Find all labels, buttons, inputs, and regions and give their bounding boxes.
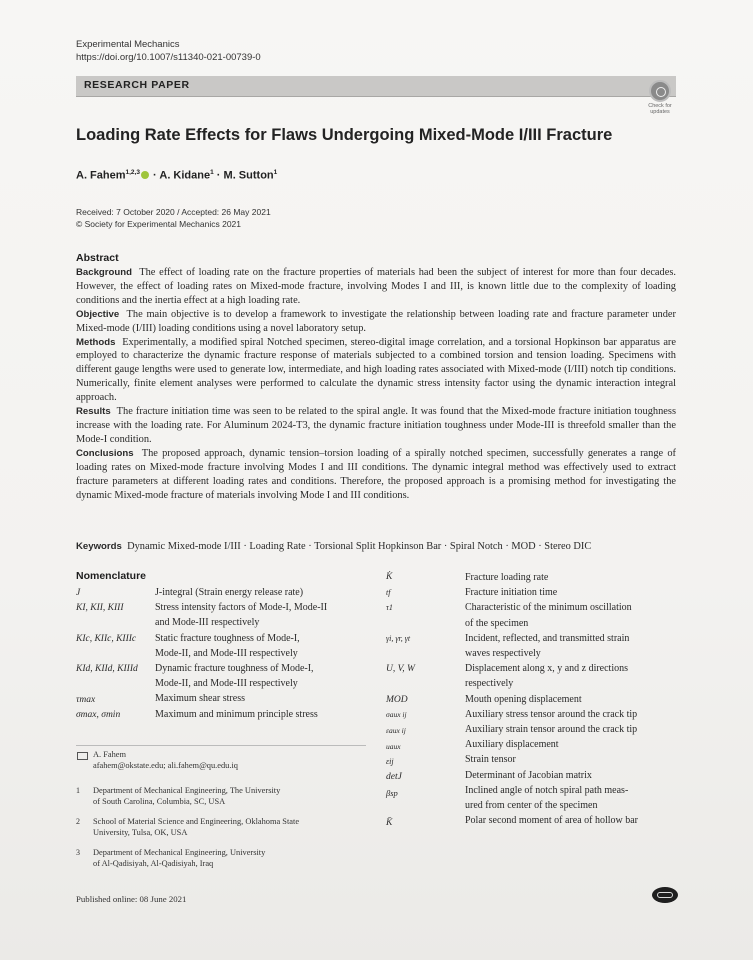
nomenclature-symbol: KIc, KIIc, KIIIc bbox=[76, 634, 137, 644]
nomenclature-definition: waves respectively bbox=[465, 648, 541, 660]
nomenclature-left-definitions bbox=[155, 585, 370, 722]
journal-name: Experimental Mechanics bbox=[76, 39, 180, 50]
abstract-section-text: The proposed approach, dynamic tension–torsion loading of a spirally notched specimen, successfully generates a range of loading rates on Mixed-mode fracture involving Modes I and III conditions. The dynamic integral method was effectively used to extract fracture parameters at different loading rates and conditions. Therefore, the proposed approach is a promising method for investigating the dynamic Mixed-mode fracture of materials involving Mode I and III conditions. bbox=[76, 447, 676, 501]
nomenclature-symbol: tf bbox=[386, 588, 391, 597]
affiliation-line: University, Tulsa, OK, USA bbox=[93, 827, 188, 837]
check-for-updates-label: Check for updates bbox=[648, 103, 672, 115]
nomenclature-definition: Maximum and minimum principle stress bbox=[155, 708, 318, 720]
corresponding-author-note bbox=[93, 750, 373, 771]
publication-dates bbox=[76, 207, 271, 230]
envelope-icon bbox=[77, 752, 88, 760]
author-separator: · bbox=[153, 169, 157, 182]
abstract-section bbox=[76, 447, 676, 503]
journal-header bbox=[76, 38, 261, 64]
check-for-updates-icon bbox=[649, 80, 671, 102]
corresponding-author-name: A. Fahem bbox=[93, 750, 127, 759]
abstract-section-label: Results bbox=[76, 406, 111, 418]
nomenclature-definition: Strain tensor bbox=[465, 754, 516, 766]
nomenclature-symbol: τmax bbox=[76, 695, 96, 705]
affiliation-note bbox=[76, 817, 373, 838]
nomenclature-heading: Nomenclature bbox=[76, 570, 147, 582]
author-affiliation-mark: 1 bbox=[210, 169, 214, 176]
affiliation-line: of Al-Qadisiyah, Al-Qadisiyah, Iraq bbox=[93, 858, 214, 868]
nomenclature-symbol: detJ bbox=[386, 772, 402, 782]
abstract-section bbox=[76, 405, 676, 447]
nomenclature-definition: Mode-II, and Mode-III respectively bbox=[155, 647, 298, 659]
nomenclature-definition: Displacement along x, y and z directions bbox=[465, 663, 629, 675]
nomenclature-symbol: uaux bbox=[386, 742, 401, 751]
nomenclature-definition: respectively bbox=[465, 678, 514, 690]
nomenclature-symbol: βsp bbox=[386, 788, 398, 798]
abstract-body bbox=[76, 266, 676, 502]
nomenclature-definition: J-integral (Strain energy release rate) bbox=[155, 587, 304, 598]
nomenclature-symbol: εij bbox=[386, 757, 394, 766]
nomenclature-definition: Characteristic of the minimum oscillation bbox=[465, 602, 632, 614]
author-separator: · bbox=[216, 169, 221, 182]
affiliation-mark: 2 bbox=[76, 817, 80, 826]
nomenclature-definition: Auxiliary stress tensor around the crack tip bbox=[465, 708, 638, 720]
keywords-text: Dynamic Mixed-mode I/III · Loading Rate · Torsional Split Hopkinson Bar · Spiral Notch · MOD · Stereo DIC bbox=[127, 541, 592, 552]
abstract-section-label: Background bbox=[76, 267, 132, 278]
abstract-section bbox=[76, 308, 676, 336]
nomenclature-definition: Auxiliary displacement bbox=[465, 739, 559, 751]
abstract-section-text: Experimentally, a modified spiral Notched specimen, stereo-digital image correlation, and a torsional Hopkinson bar apparatus are employed to characterize the dynamic fracture response of materials subjected to a combined torsion and tension loading. Specimens with different gauge lengths were used to generate low, intermediate, and high loading rates associated with Mixed-mode (I/III) notch tip conditions. Numerically, finite element analyses were performed to calculate the dynamic stress intensity factor using the dynamic interaction integral approach. bbox=[76, 336, 676, 404]
nomenclature-definition: Maximum shear stress bbox=[155, 693, 245, 705]
affiliation-note bbox=[76, 848, 373, 869]
author-name[interactable]: A. Kidane bbox=[159, 169, 211, 182]
affiliation-line: Department of Mechanical Engineering, University bbox=[93, 848, 266, 857]
affiliation-line: of South Carolina, Columbia, SC, USA bbox=[93, 796, 226, 806]
affiliation-line: School of Material Science and Engineering, Oklahoma State bbox=[93, 817, 300, 826]
nomenclature-definition: Mouth opening displacement bbox=[465, 693, 582, 705]
nomenclature-definition: Static fracture toughness of Mode-I, bbox=[155, 632, 300, 644]
affiliation-line: Department of Mechanical Engineering, The University bbox=[93, 786, 281, 795]
nomenclature-definition: Fracture initiation time bbox=[465, 587, 558, 599]
article-type-label: RESEARCH PAPER bbox=[84, 79, 190, 91]
nomenclature-symbol: U, V, W bbox=[386, 664, 415, 674]
nomenclature-symbol: σaux ij bbox=[386, 710, 407, 719]
nomenclature-symbol: KId, KIId, KIIId bbox=[76, 664, 138, 674]
author-affiliation-mark: 1,2,3 bbox=[125, 169, 140, 176]
abstract-section-text: The fracture initiation time was seen to be related to the spiral angle. It was found that the Mixed-mode fracture initiation toughness increase with the loading rate. For Aluminum 2024-T3, the dynamic fracture initiation toughness under Mode-III is threefold smaller than the Mode-I condition. bbox=[76, 406, 676, 445]
article-type-banner bbox=[76, 76, 676, 97]
nomenclature-right-definitions bbox=[465, 570, 685, 828]
keywords-label: Keywords bbox=[76, 541, 122, 552]
orcid-icon[interactable] bbox=[141, 171, 149, 179]
paper-title: Loading Rate Effects for Flaws Undergoing Mixed-Mode I/III Fracture bbox=[76, 126, 613, 144]
nomenclature-symbol: K̄ bbox=[386, 818, 393, 828]
author-name[interactable]: M. Sutton bbox=[223, 169, 274, 182]
nomenclature-symbol: γi, γr, γt bbox=[386, 634, 411, 643]
copyright-line: © Society for Experimental Mechanics 2021 bbox=[76, 218, 242, 229]
author-list bbox=[76, 169, 277, 182]
keywords-line bbox=[76, 541, 591, 552]
corresponding-author-email[interactable]: afahem@okstate.edu; ali.fahem@qu.edu.iq bbox=[93, 760, 238, 770]
received-accepted-dates: Received: 7 October 2020 / Accepted: 26 May 2021 bbox=[76, 207, 271, 217]
abstract-section-text: The main objective is to develop a framework to investigate the relationship between loading rate and fracture parameter under Mixed-mode (I/III) loading conditions using a novel laboratory setup. bbox=[76, 308, 677, 334]
nomenclature-symbol: τ1 bbox=[386, 603, 393, 612]
nomenclature-definition: Inclined angle of notch spiral path meas- bbox=[465, 784, 629, 796]
nomenclature-symbol: σmax, σmin bbox=[76, 710, 121, 720]
footnote-divider bbox=[76, 745, 366, 746]
abstract-section-label: Methods bbox=[76, 336, 116, 348]
nomenclature-symbol: K̇ bbox=[386, 572, 393, 582]
doi-link[interactable]: https://doi.org/10.1007/s11340-021-00739-0 bbox=[76, 52, 261, 63]
nomenclature-definition: ured from center of the specimen bbox=[465, 800, 598, 812]
abstract-section-label: Objective bbox=[76, 308, 120, 320]
abstract-section bbox=[76, 266, 676, 308]
nomenclature-definition: Fracture loading rate bbox=[465, 572, 549, 583]
publisher-logo-icon bbox=[652, 887, 678, 903]
nomenclature-definition: Stress intensity factors of Mode-I, Mode-II bbox=[155, 602, 328, 614]
nomenclature-definition: Mode-II, and Mode-III respectively bbox=[155, 678, 298, 690]
author-name[interactable]: A. Fahem bbox=[76, 169, 126, 182]
abstract-heading: Abstract bbox=[76, 252, 119, 264]
affiliation-note bbox=[76, 786, 373, 807]
affiliation-mark: 3 bbox=[76, 848, 80, 857]
nomenclature-definition: Determinant of Jacobian matrix bbox=[465, 769, 592, 781]
affiliation-mark: 1 bbox=[76, 786, 80, 795]
nomenclature-definition: Polar second moment of area of hollow bar bbox=[465, 815, 639, 827]
abstract-section-label: Conclusions bbox=[76, 447, 134, 459]
abstract-section bbox=[76, 336, 676, 406]
nomenclature-definition: of the specimen bbox=[465, 617, 529, 629]
nomenclature-symbol: MOD bbox=[386, 695, 408, 705]
published-online-date: Published online: 08 June 2021 bbox=[76, 894, 187, 904]
nomenclature-symbol: KI, KII, KIII bbox=[76, 603, 124, 613]
nomenclature-symbol: εaux ij bbox=[386, 726, 406, 735]
nomenclature-definition: Auxiliary strain tensor around the crack tip bbox=[465, 724, 638, 736]
nomenclature-definition: Dynamic fracture toughness of Mode-I, bbox=[155, 663, 314, 675]
abstract-section-text: The effect of loading rate on the fracture properties of materials had been the subject of interest for more than four decades. However, the effect of loading rates on Mixed-mode fracture, involving Modes I and III, is known little due to the complexity of loading conditions and the inertia effect at a high loading rate. bbox=[76, 267, 676, 306]
nomenclature-symbol: J bbox=[76, 588, 81, 598]
nomenclature-definition: Incident, reflected, and transmitted strain bbox=[465, 632, 630, 644]
author-affiliation-mark: 1 bbox=[273, 169, 278, 176]
check-for-updates-badge[interactable] bbox=[641, 80, 679, 115]
nomenclature-definition: and Mode-III respectively bbox=[155, 617, 260, 629]
